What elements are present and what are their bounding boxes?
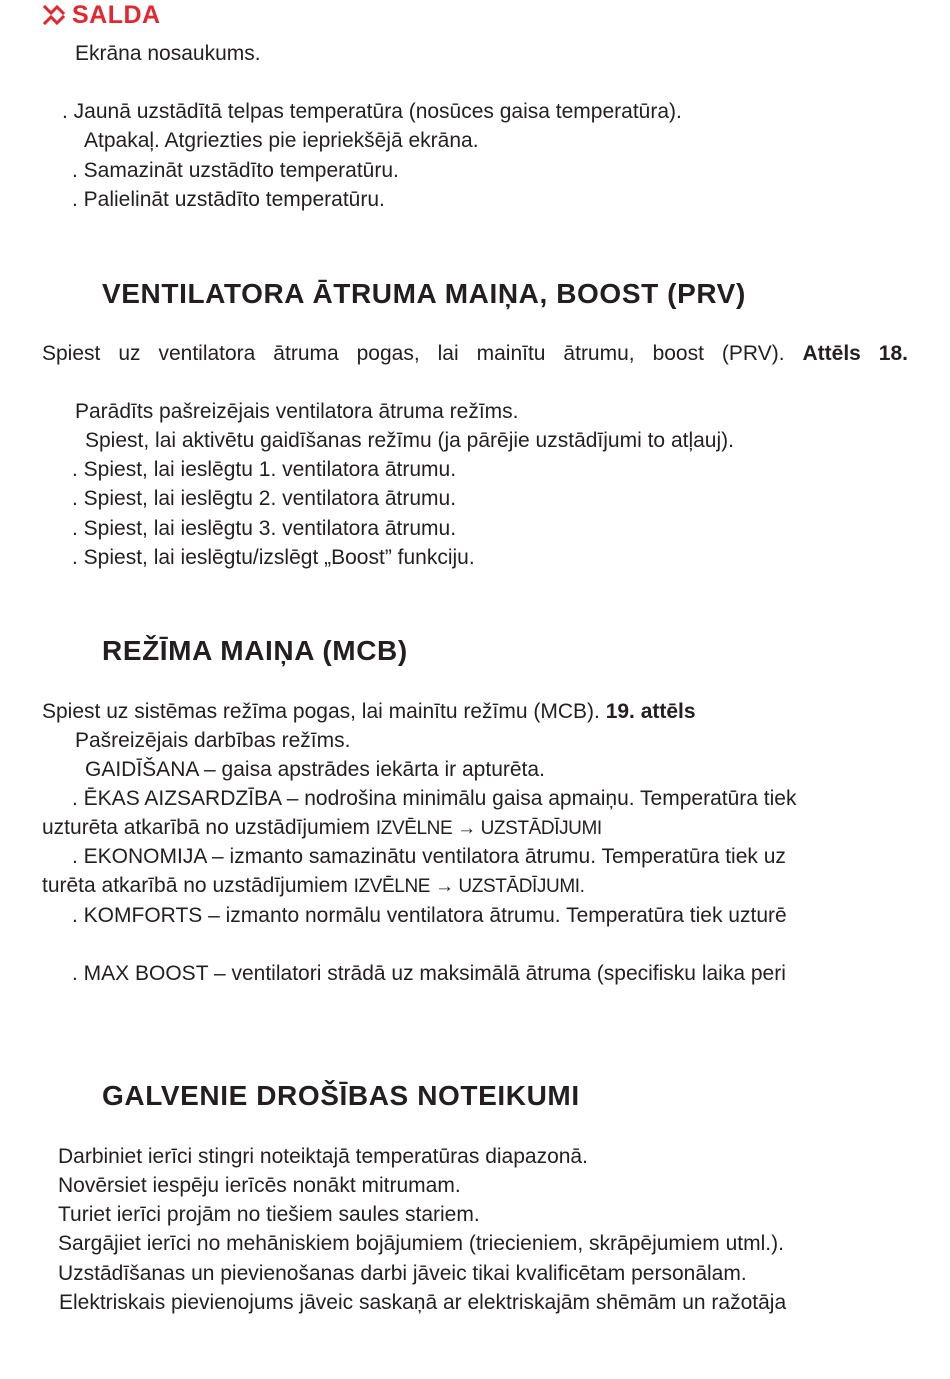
list-item: Sargājiet ierīci no mehāniskiem bojājumiem (triecieniem, skrāpējumiem utml.). [58,1232,784,1255]
section-heading-fan-speed: VENTILATORA ĀTRUMA MAIŅA, BOOST (PRV) [102,278,746,309]
list-item: Spiest, lai aktivētu gaidīšanas režīmu (ja pārējie uzstādījumi to atļauj). [85,429,734,452]
brand-logo [42,2,161,28]
list-item: . KOMFORTS – izmanto normālu ventilatora ātrumu. Temperatūra tiek uzturē [72,904,787,927]
figure-reference: 19. attēls [605,700,696,723]
list-item: Darbiniet ierīci stingri noteiktajā temperatūras diapazonā. [58,1145,588,1168]
mode-change-intro [42,699,696,725]
menu-path: IZVĒLNE → UZSTĀDĪJUMI [375,818,602,839]
intro-text: Spiest uz sistēmas režīma pogas, lai mainītu režīmu (MCB). [42,700,600,723]
list-item: Atpakaļ. Atgriezties pie iepriekšējā ekrāna. [84,129,479,152]
list-item: . EKONOMIJA – izmanto samazinātu ventilatora ātrumu. Temperatūra tiek uz [72,845,786,868]
list-item-continuation [42,873,585,900]
intro-text: Spiest uz ventilatora ātruma pogas, lai mainītu ātrumu, boost (PRV). [42,342,785,365]
list-item: Novērsiet iespēju ierīcēs nonākt mitrumam. [58,1174,461,1197]
section-heading-mode-change: REŽĪMA MAIŅA (MCB) [102,635,408,666]
list-item: Uzstādīšanas un pievienošanas darbi jāveic tikai kvalificētam personālam. [58,1262,747,1285]
list-item: . Spiest, lai ieslēgtu 2. ventilatora ātrumu. [72,487,457,510]
list-item: . Jaunā uzstādītā telpas temperatūra (nosūces gaisa temperatūra). [62,100,682,123]
list-item: . Spiest, lai ieslēgtu/izslēgt „Boost” funkciju. [72,546,475,569]
salda-logo-icon [42,4,66,26]
continuation-text: turēta atkarībā no uzstādījumiem [42,874,348,897]
list-item: . Spiest, lai ieslēgtu 3. ventilatora ātrumu. [72,517,457,540]
list-item: . Palielināt uzstādīto temperatūru. [72,188,385,211]
list-item: . MAX BOOST – ventilatori strādā uz maksimālā ātruma (specifisku laika peri [72,962,786,985]
brand-name: SALDA [72,1,161,29]
list-item: . Spiest, lai ieslēgtu 1. ventilatora ātrumu. [72,458,457,481]
list-item: . Samazināt uzstādīto temperatūru. [72,159,399,182]
screen-title: Ekrāna nosaukums. [75,42,261,65]
continuation-text: uzturēta atkarībā no uzstādījumiem [42,816,371,839]
fan-speed-intro [42,341,908,367]
list-item: Turiet ierīci projām no tiešiem saules stariem. [58,1203,480,1226]
section-heading-safety: GALVENIE DROŠĪBAS NOTEIKUMI [102,1080,580,1111]
list-item: Pašreizējais darbības režīms. [75,729,351,752]
list-item: GAIDĪŠANA – gaisa apstrādes iekārta ir apturēta. [85,758,545,781]
list-item: Parādīts pašreizējais ventilatora ātruma režīms. [75,400,519,423]
menu-path: IZVĒLNE → UZSTĀDĪJUMI. [353,876,585,897]
figure-reference: Attēls 18. [802,342,908,365]
list-item: Elektriskais pievienojums jāveic saskaņā ar elektriskajām shēmām un ražotāja [59,1291,787,1314]
list-item: . ĒKAS AIZSARDZĪBA – nodrošina minimālu gaisa apmaiņu. Temperatūra tiek [72,787,797,810]
list-item-continuation [42,815,602,842]
